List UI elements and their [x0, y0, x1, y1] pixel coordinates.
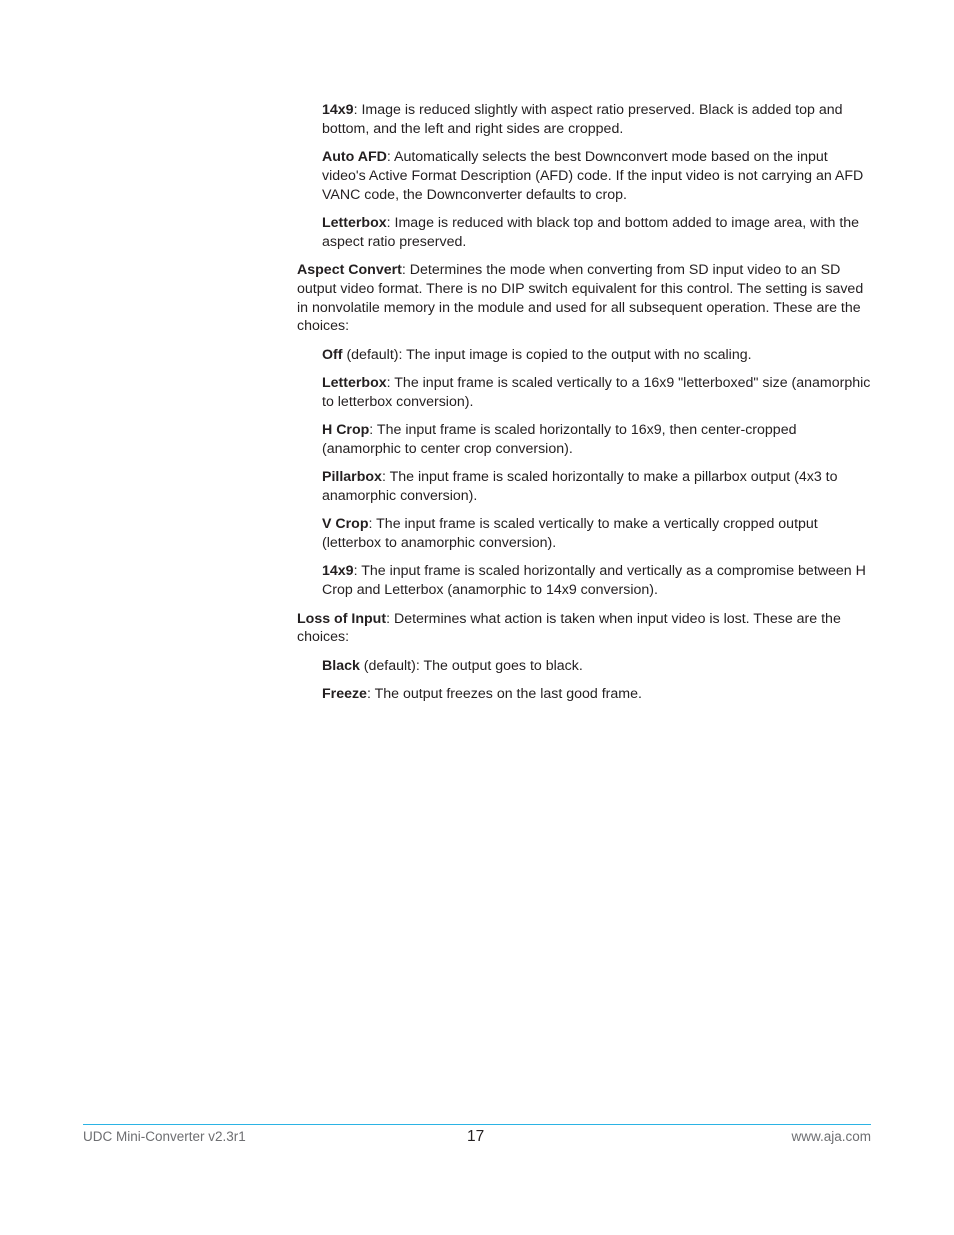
setting-description: : Determines what action is taken when input video is lost. These are the choices: [297, 610, 841, 646]
option-term: 14x9 [322, 563, 354, 580]
option-off [322, 346, 871, 365]
option-term: Freeze [322, 685, 367, 702]
option-description: : The input frame is scaled horizontally and vertically as a compromise between H Crop and Letterbox (anamorphic to 14x9 conversion). [322, 563, 866, 599]
option-term: Letterbox [322, 375, 387, 392]
option-term: H Crop [322, 422, 370, 439]
option-auto-afd [322, 148, 871, 204]
option-term: Off [322, 346, 343, 363]
setting-term: Aspect Convert [297, 262, 402, 279]
option-term: 14x9 [322, 102, 354, 118]
option-letterbox [322, 374, 871, 412]
footer-document-title: UDC Mini-Converter v2.3r1 [83, 1129, 246, 1144]
option-term: Pillarbox [322, 469, 382, 486]
setting-aspect-convert [297, 261, 871, 336]
option-pillarbox [322, 468, 871, 506]
option-description: (default): The input image is copied to the output with no scaling. [342, 346, 752, 363]
footer-page-number: 17 [467, 1128, 485, 1145]
document-body [297, 101, 871, 713]
option-black [322, 657, 871, 676]
option-14x9 [322, 562, 871, 600]
setting-term: Loss of Input [297, 610, 387, 627]
option-term: Black [322, 657, 360, 674]
option-term: V Crop [322, 516, 369, 533]
option-description: : The output freezes on the last good frame. [366, 685, 642, 702]
setting-description: : Determines the mode when converting from SD input video to an SD output video format. There is no DIP switch equivalent for this control. The setting is saved in nonvolatile memory in the module and used for all subsequent operation. These are the choices: [297, 262, 864, 335]
option-description: : Image is reduced slightly with aspect ratio preserved. Black is added top and bottom, and the left and right sides are cropped. [322, 102, 843, 137]
option-description: : The input frame is scaled horizontally to make a pillarbox output (4x3 to anamorphic conversion). [322, 469, 838, 505]
option-term: Letterbox [322, 214, 387, 231]
footer-divider [83, 1124, 871, 1125]
option-letterbox-downconvert [322, 214, 871, 252]
option-description: : The input frame is scaled horizontally to 16x9, then center-cropped (anamorphic to center crop conversion). [322, 422, 797, 457]
option-description: : Image is reduced with black top and bottom added to image area, with the aspect ratio preserved. [322, 214, 860, 250]
setting-loss-of-input [297, 610, 871, 648]
option-freeze [322, 685, 871, 704]
option-description: : Automatically selects the best Downconvert mode based on the input video's Active Format Description (AFD) code. If the input video is not carrying an AFD VANC code, the Downconverter defaults to crop. [322, 149, 864, 203]
option-term: Auto AFD [322, 149, 387, 166]
option-description: : The input frame is scaled vertically to make a vertically cropped output (letterbox to anamorphic conversion). [322, 516, 818, 552]
option-14x9-downconvert [322, 101, 871, 139]
option-v-crop [322, 515, 871, 553]
option-description: (default): The output goes to black. [359, 657, 583, 674]
option-h-crop [322, 421, 871, 459]
footer-website: www.aja.com [791, 1129, 871, 1144]
option-description: : The input frame is scaled vertically to a 16x9 "letterboxed" size (anamorphic to letterbox conversion). [322, 375, 871, 410]
